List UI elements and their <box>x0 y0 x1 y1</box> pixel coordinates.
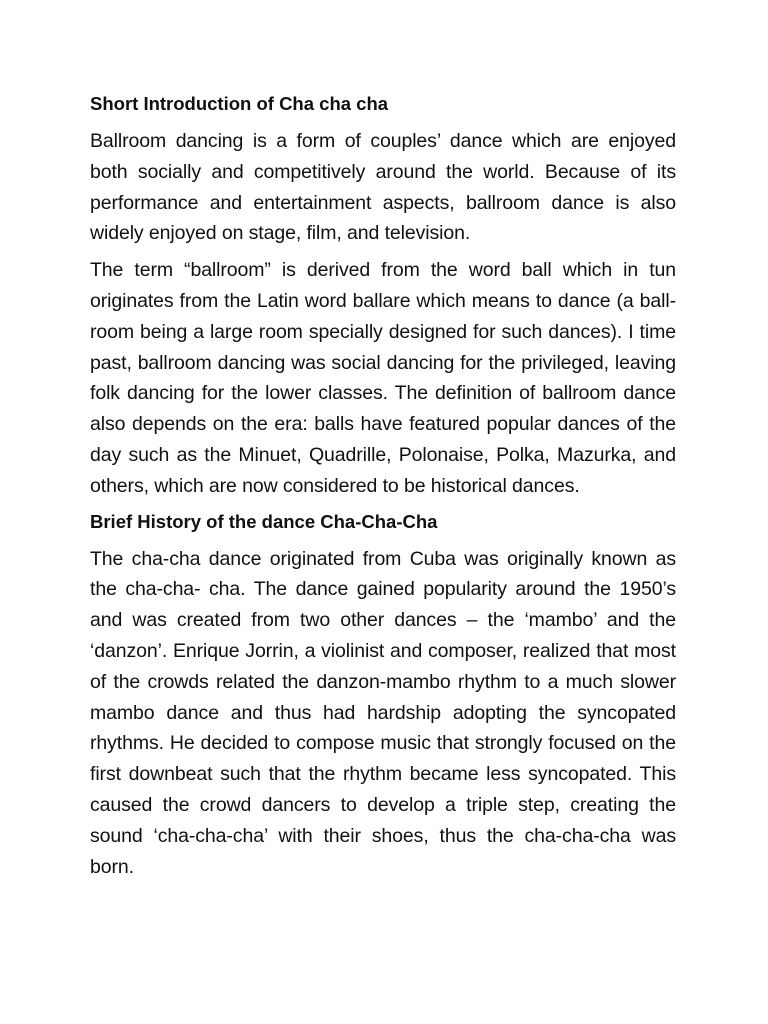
document-page <box>90 90 676 891</box>
section-heading-history: Brief History of the dance Cha-Cha-Cha <box>90 510 438 532</box>
paragraph-ballroom-definition: Ballroom dancing is a form of couples’ dance which are enjoyed both socially and competitively around the world. Because of its performance and entertainment aspects, ballroom dance is also widely enjoyed on stage, film, and television. <box>90 130 676 245</box>
paragraph-ballroom-term-origin: The term “ballroom” is derived from the word ball which in tun originates from the Latin word ballare which means to dance (a ball-room being a large room specially designed for such dances). I time past, ballroom dancing was social dancing for the privileged, leaving folk dancing for the lower classes. The definition of ballroom dance also depends on the era: balls have featured popular dances of the day such as the Minuet, Quadrille, Polonaise, Polka, Mazurka, and others, which are now considered to be historical dances. <box>90 259 676 497</box>
paragraph-cha-cha-history: The cha-cha dance originated from Cuba was originally known as the cha-cha- cha. The dance gained popularity around the 1950’s and was created from two other dances – the ‘mambo’ and the ‘danzon’. Enrique Jorrin, a violinist and composer, realized that most of the crowds related the danzon-mambo rhythm to a much slower mambo dance and thus had hardship adopting the syncopated rhythms. He decided to compose music that strongly focused on the first downbeat such that the rhythm became less syncopated. This caused the crowd dancers to develop a triple step, creating the sound ‘cha-cha-cha’ with their shoes, thus the cha-cha-cha was born. <box>90 547 676 878</box>
section-heading-introduction: Short Introduction of Cha cha cha <box>90 93 389 114</box>
